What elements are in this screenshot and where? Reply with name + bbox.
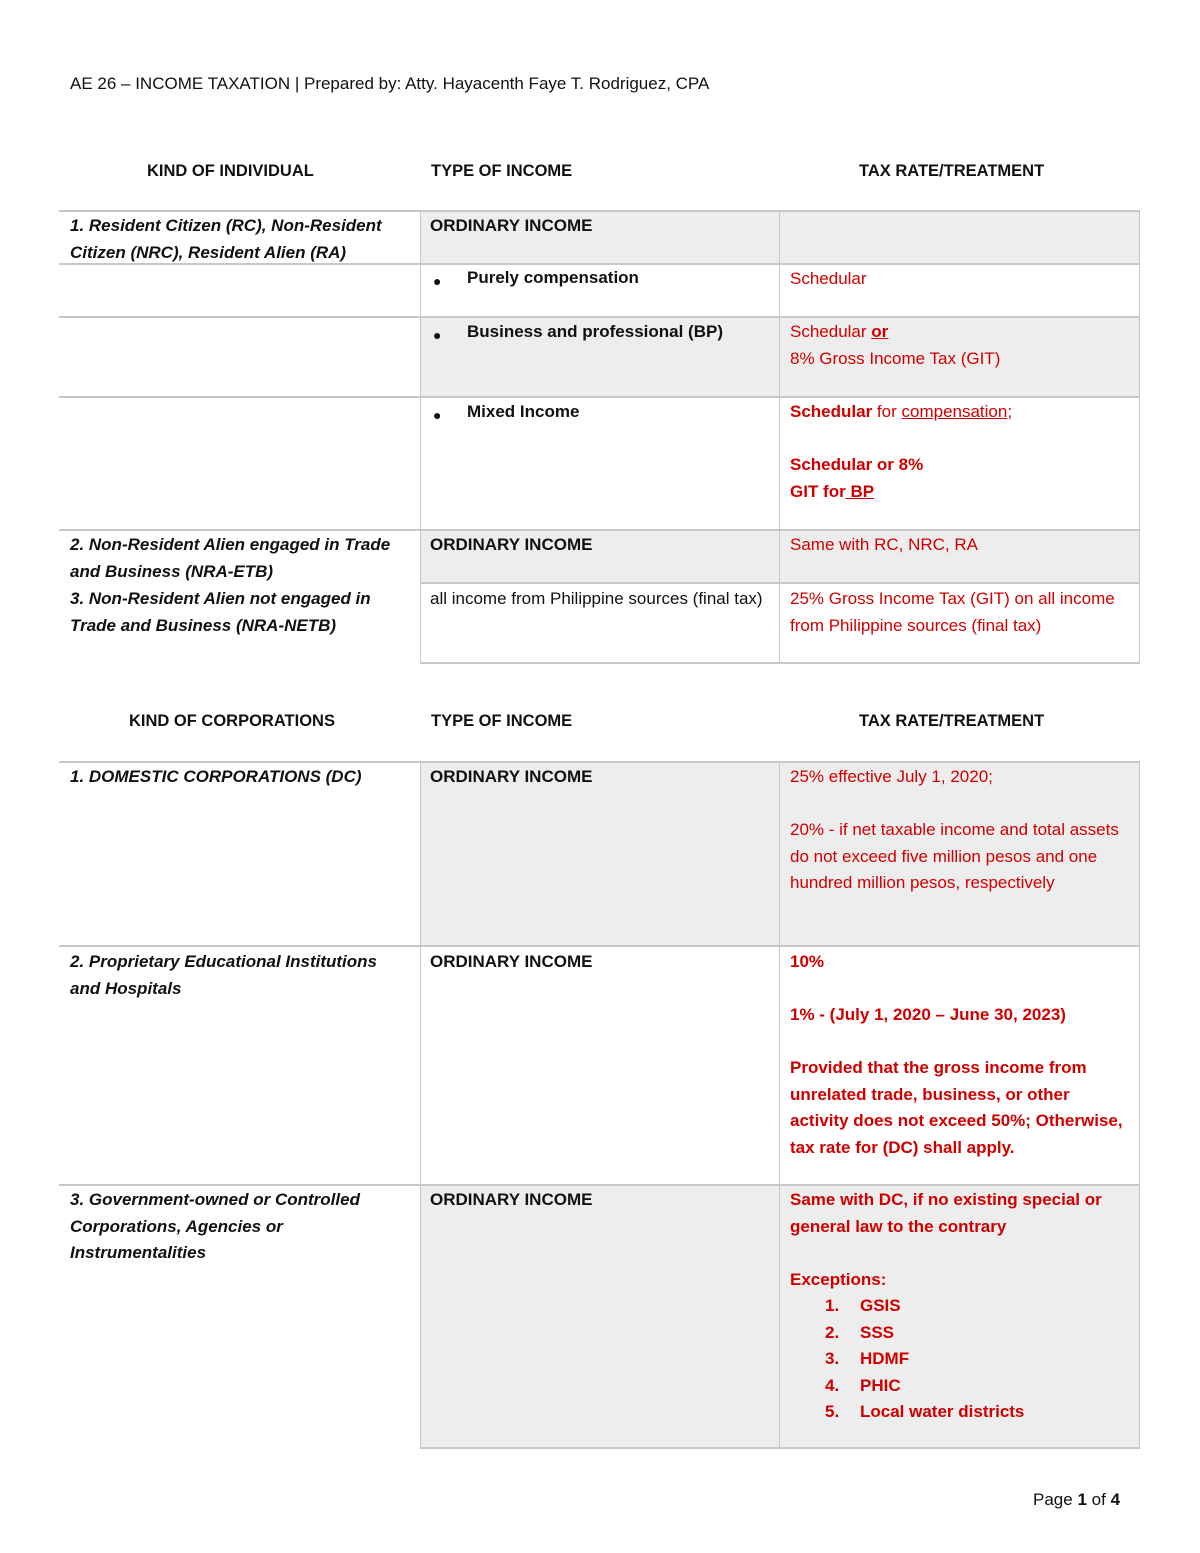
table-vline <box>420 761 421 1448</box>
list-item: 5. Local water districts <box>825 1402 1025 1421</box>
row1-income: ORDINARY INCOME <box>430 216 593 235</box>
col-header-type-of-income: TYPE OF INCOME <box>431 712 573 730</box>
table-line <box>420 662 1140 664</box>
dc-income: ORDINARY INCOME <box>430 767 593 786</box>
mixed-income-rate <box>780 397 1140 507</box>
mixed-rate-semicolon: ; <box>1007 402 1013 421</box>
bullet-icon: ● <box>433 407 442 423</box>
document-header: AE 26 – INCOME TAXATION | Prepared by: Atty. Hayacenth Faye T. Rodriguez, CPA <box>70 74 710 93</box>
mixed-rate-git-for: GIT for <box>790 481 846 501</box>
bullet-icon: ● <box>433 273 442 289</box>
mixed-rate-for: for <box>872 402 902 421</box>
row2-rate: Same with RC, NRC, RA <box>790 535 978 554</box>
individual-kind-nra-etb: 2. Non-Resident Alien engaged in Trade and Business (NRA-ETB) <box>70 535 391 581</box>
col-header-tax-rate: TAX RATE/TREATMENT <box>859 162 1045 180</box>
dc-rate-25: 25% effective July 1, 2020; <box>790 767 993 786</box>
individual-kind-rc-nrc-ra: 1. Resident Citizen (RC), Non-Resident Citizen (NRC), Resident Alien (RA) <box>70 216 382 262</box>
proprietary-rate-1: 1% - (July 1, 2020 – June 30, 2023) <box>790 1005 1066 1024</box>
dc-rate-20: 20% - if net taxable income and total assets do not exceed five million pesos and one hundred million pesos, respectively <box>790 820 1119 892</box>
footer-total-pages: 4 <box>1110 1490 1121 1509</box>
exceptions-list <box>790 1293 1130 1426</box>
mixed-rate-line2: Schedular or 8% <box>790 455 924 474</box>
proprietary-rate-proviso: Provided that the gross income from unrelated trade, business, or other activity does not exceed 50%; Otherwise, tax rate for (DC) shall apply. <box>790 1058 1123 1157</box>
mixed-rate-bp: BP <box>845 481 875 501</box>
row3-rate: 25% Gross Income Tax (GIT) on all income from Philippine sources (final tax) <box>790 589 1115 635</box>
purely-compensation-label: Purely compensation <box>467 268 639 287</box>
individual-kind-nra-netb: 3. Non-Resident Alien not engaged in Trade and Business (NRA-NETB) <box>70 589 371 635</box>
proprietary-rate-10: 10% <box>790 952 825 971</box>
gocc-income: ORDINARY INCOME <box>430 1190 593 1209</box>
corp-kind-gocc: 3. Government-owned or Controlled Corporations, Agencies or Instrumentalities <box>70 1190 360 1262</box>
bp-rate <box>780 317 1140 374</box>
proprietary-income: ORDINARY INCOME <box>430 952 593 971</box>
gocc-rate-same: Same with DC, if no existing special or general law to the contrary <box>790 1190 1102 1236</box>
col-header-kind-of-corporations: KIND OF CORPORATIONS <box>129 712 335 730</box>
dc-rate <box>780 762 1140 899</box>
list-item: 3. HDMF <box>825 1349 910 1368</box>
row3-income: all income from Philippine sources (final tax) <box>430 589 763 608</box>
list-item: 4. PHIC <box>825 1375 901 1395</box>
bp-rate-or: or <box>871 322 889 341</box>
mixed-rate-schedular: Schedular <box>790 402 873 421</box>
footer-page-number: 1 <box>1077 1490 1087 1509</box>
bullet-icon: ● <box>433 327 442 343</box>
footer-of-label: of <box>1091 1490 1106 1509</box>
table-line <box>420 1447 1140 1449</box>
row2-income: ORDINARY INCOME <box>430 535 593 554</box>
mixed-rate-compensation: compensation <box>901 402 1008 421</box>
col-header-type-of-income: TYPE OF INCOME <box>431 162 573 180</box>
footer-page-label: Page <box>1033 1490 1073 1509</box>
corp-kind-proprietary: 2. Proprietary Educational Institutions and Hospitals <box>70 952 377 998</box>
gocc-rate <box>780 1185 1140 1428</box>
mixed-income-label: Mixed Income <box>467 402 580 421</box>
bp-rate-git: 8% Gross Income Tax (GIT) <box>790 348 1001 368</box>
purely-compensation-rate: Schedular <box>790 269 867 288</box>
page-footer <box>1033 1490 1120 1510</box>
list-item: 2. SSS <box>825 1322 895 1342</box>
proprietary-rate <box>780 947 1140 1163</box>
corp-kind-domestic: 1. DOMESTIC CORPORATIONS (DC) <box>70 767 362 786</box>
list-item: 1. GSIS <box>825 1296 901 1315</box>
col-header-tax-rate: TAX RATE/TREATMENT <box>859 712 1045 730</box>
col-header-kind-of-individual: KIND OF INDIVIDUAL <box>147 162 314 180</box>
bp-rate-schedular: Schedular <box>790 322 867 341</box>
bp-label: Business and professional (BP) <box>467 322 723 341</box>
gocc-exceptions-label: Exceptions: <box>790 1269 887 1289</box>
